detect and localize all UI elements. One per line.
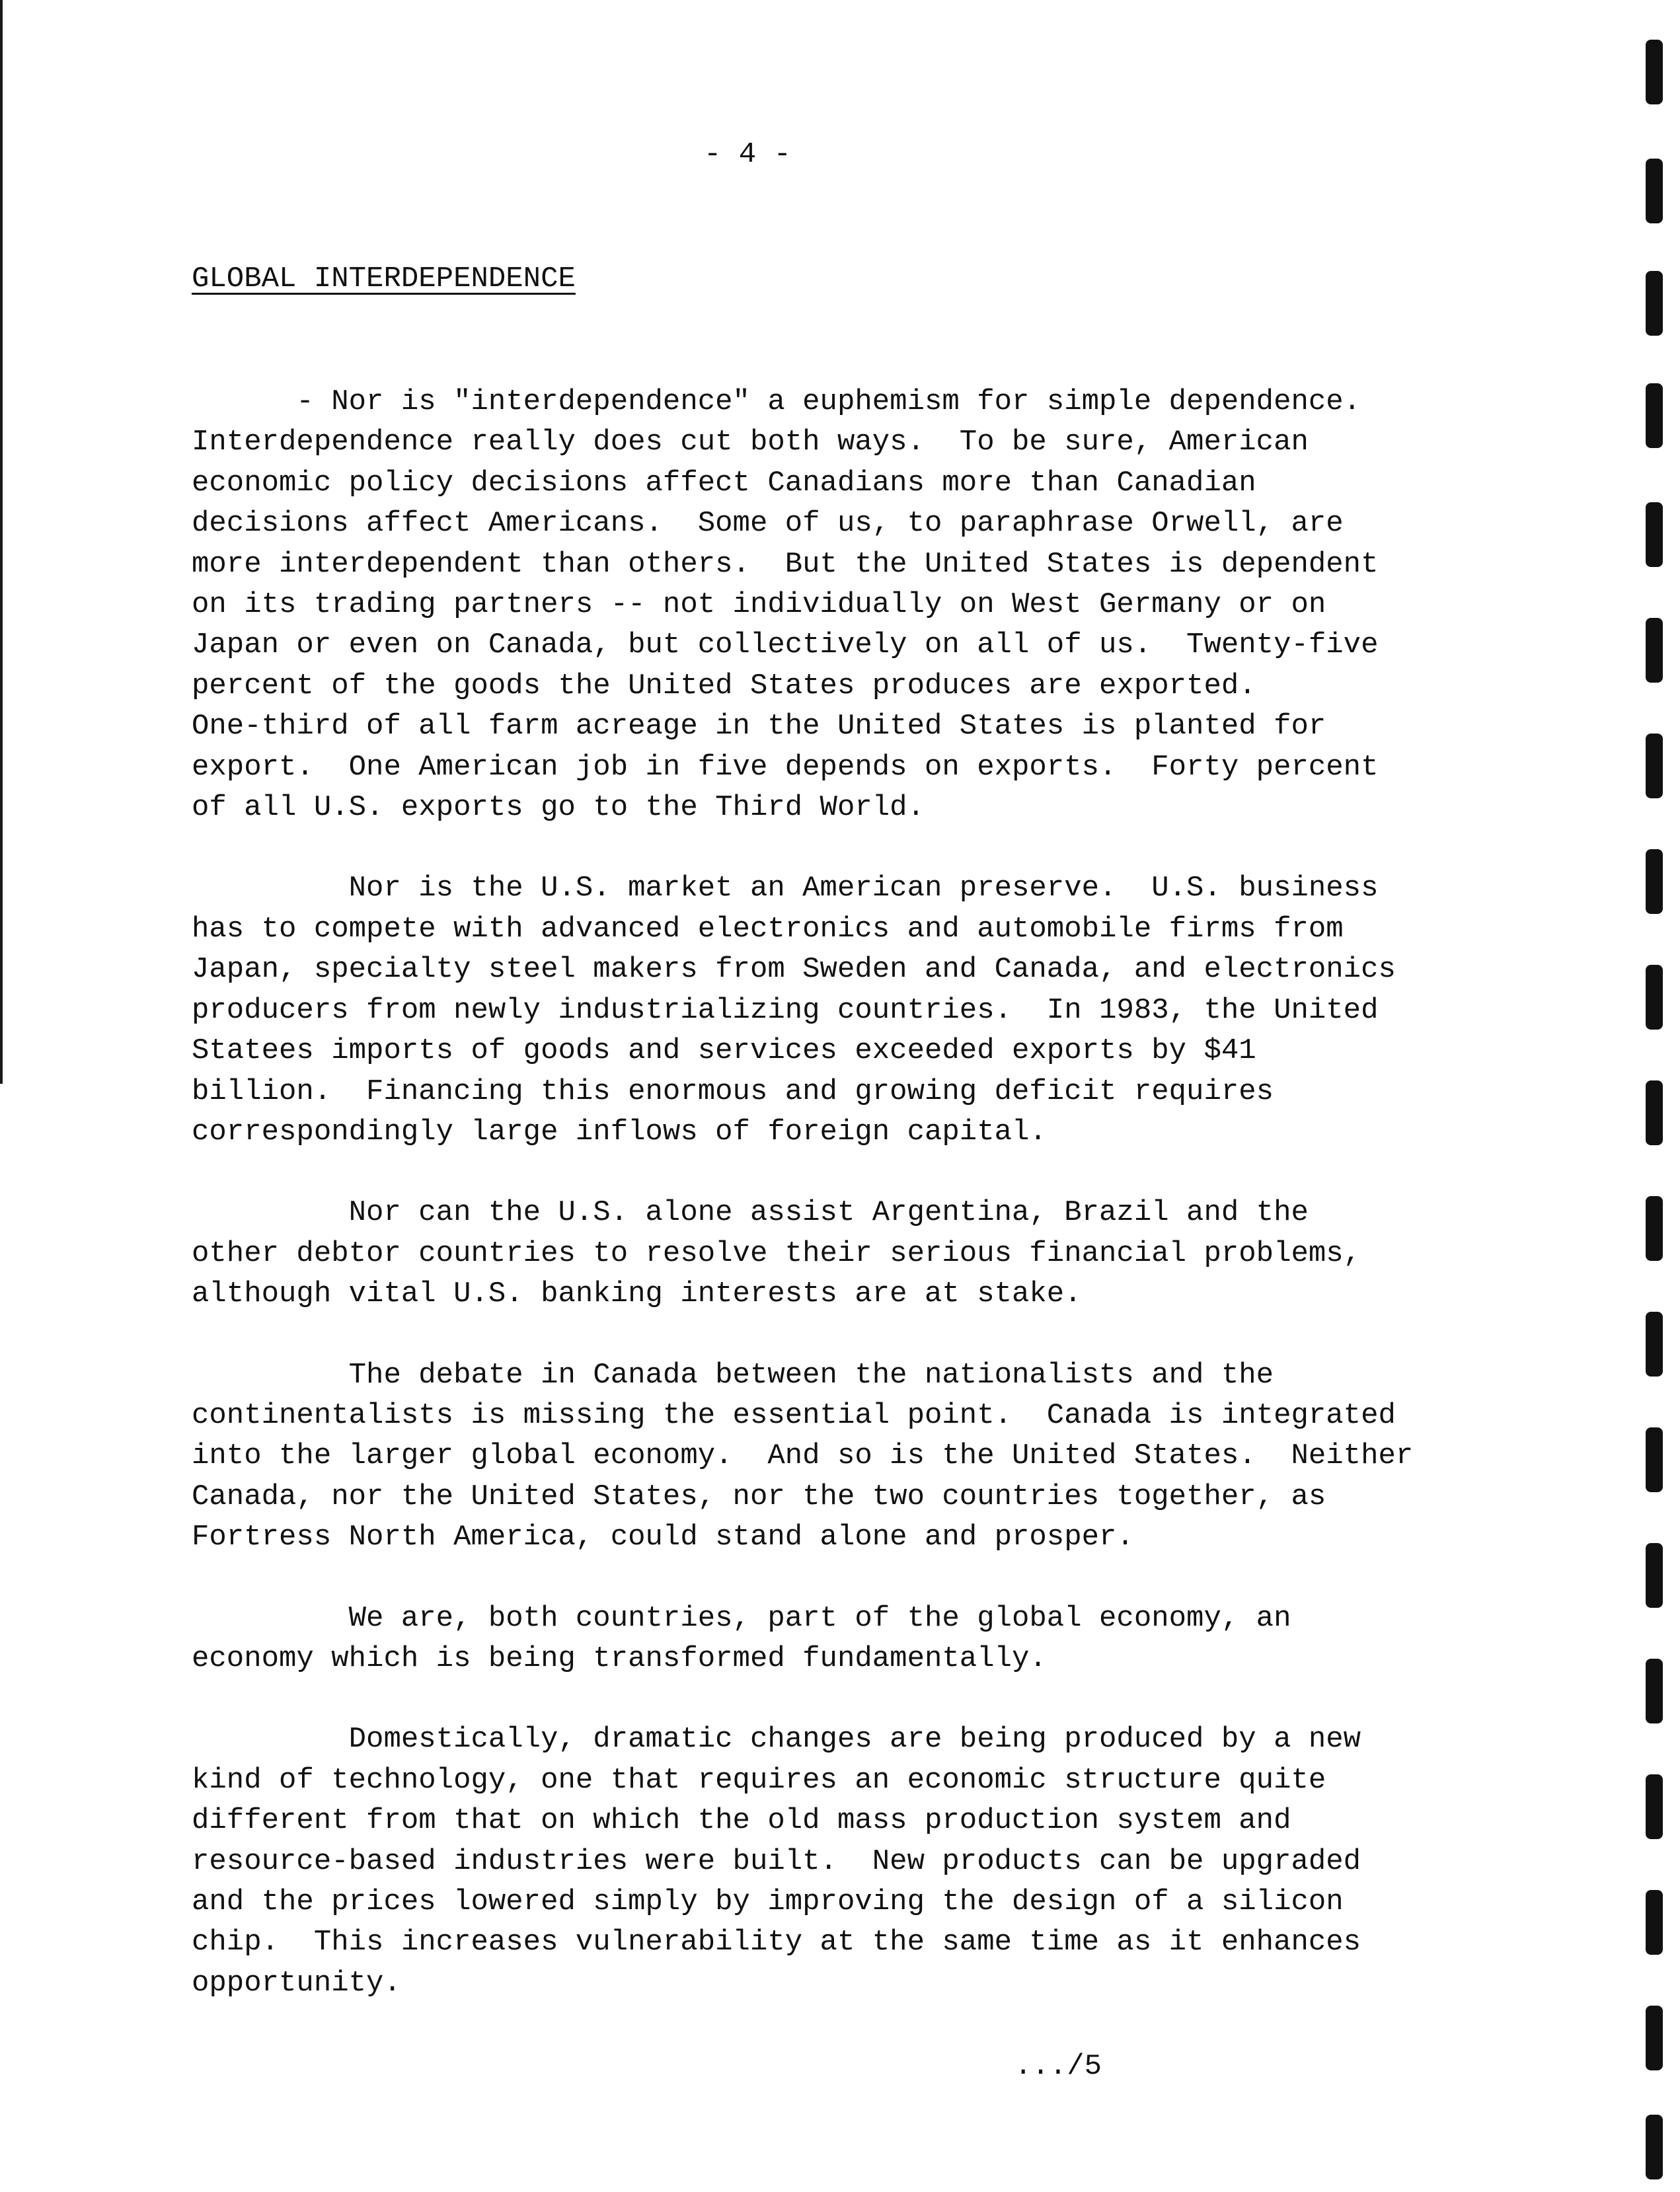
paragraph-2 (192, 868, 1566, 1153)
binding-mark (1646, 383, 1663, 448)
binding-mark (1646, 1196, 1663, 1261)
document-body (192, 382, 1566, 2044)
binding-mark (1646, 159, 1663, 223)
line: and the prices lowered simply by improving the design of a silicon (192, 1885, 1344, 1918)
line: resource-based industries were built. New products can be upgraded (192, 1844, 1361, 1878)
line: Domestically, dramatic changes are being produced by a new (192, 1723, 1361, 1757)
paragraph-5 (192, 1599, 1566, 1680)
line: Statees imports of goods and services exceeded exports by $41 (192, 1034, 1256, 1068)
line: Nor can the U.S. alone assist Argentina, Brazil and the (192, 1196, 1309, 1230)
paragraph-6 (192, 1720, 1566, 2004)
line: Japan, specialty steel makers from Sweden and Canada, and electronics (192, 953, 1396, 987)
binding-marks (1640, 40, 1668, 2181)
line: other debtor countries to resolve their serious financial problems, (192, 1236, 1361, 1270)
line: economy which is being transformed fundamentally. (192, 1642, 1047, 1675)
paragraph-3 (192, 1193, 1566, 1314)
line: One-third of all farm acreage in the United States is planted for (192, 710, 1326, 743)
line: Japan or even on Canada, but collectively on all of us. Twenty-five (192, 628, 1379, 662)
paragraph-4 (192, 1355, 1566, 1558)
line: Nor is the U.S. market an American preserve. U.S. business (192, 872, 1379, 905)
binding-mark (1646, 1427, 1663, 1492)
line: Canada, nor the United States, nor the two countries together, as (192, 1480, 1326, 1513)
paragraph-1 (192, 382, 1566, 828)
line: has to compete with advanced electronics and automobile firms from (192, 912, 1344, 946)
binding-mark (1646, 1543, 1663, 1608)
line: export. One American job in five depends on exports. Forty percent (192, 750, 1379, 784)
line: on its trading partners -- not individually on West Germany or on (192, 588, 1326, 622)
binding-mark (1646, 1890, 1663, 1955)
line: - Nor is "interdependence" a euphemism for simple dependence. (192, 385, 1361, 418)
binding-mark (1646, 734, 1663, 798)
binding-mark (1646, 2115, 1663, 2179)
binding-mark (1646, 1080, 1663, 1145)
line: opportunity. (192, 1966, 401, 2000)
line: of all U.S. exports go to the Third World. (192, 791, 925, 825)
line: more interdependent than others. But the United States is dependent (192, 547, 1379, 581)
line: correspondingly large inflows of foreign capital. (192, 1115, 1047, 1149)
binding-mark (1646, 618, 1663, 683)
binding-mark (1646, 1659, 1663, 1723)
line: producers from newly industrializing countries. In 1983, the United (192, 993, 1379, 1027)
binding-mark (1646, 849, 1663, 914)
section-heading: GLOBAL INTERDEPENDENCE (192, 262, 576, 295)
binding-mark (1646, 1774, 1663, 1839)
binding-mark (1646, 40, 1663, 104)
line: continentalists is missing the essential point. Canada is integrated (192, 1398, 1396, 1432)
line: into the larger global economy. And so is the United States. Neither (192, 1439, 1414, 1473)
binding-mark (1646, 1312, 1663, 1377)
line: Fortress North America, could stand alone and prosper. (192, 1521, 1134, 1554)
line: economic policy decisions affect Canadians more than Canadian (192, 466, 1256, 500)
continuation-marker: .../5 (1014, 2050, 1102, 2083)
line: billion. Financing this enormous and growing deficit requires (192, 1075, 1274, 1108)
line: chip. This increases vulnerability at the same time as it enhances (192, 1926, 1361, 1959)
line: percent of the goods the United States produces are exported. (192, 669, 1256, 702)
binding-mark (1646, 965, 1663, 1030)
line: different from that on which the old mass production system and (192, 1804, 1291, 1838)
page-number: - 4 - (703, 138, 792, 171)
line: kind of technology, one that requires an economic structure quite (192, 1763, 1326, 1797)
line: The debate in Canada between the nationalists and the (192, 1358, 1274, 1392)
binding-mark (1646, 271, 1663, 336)
binding-mark (1646, 502, 1663, 567)
line: We are, both countries, part of the global economy, an (192, 1601, 1291, 1635)
line: although vital U.S. banking interests are at stake. (192, 1277, 1082, 1311)
line: Interdependence really does cut both ways. To be sure, American (192, 426, 1309, 459)
line: decisions affect Americans. Some of us, to paraphrase Orwell, are (192, 507, 1344, 541)
binding-mark (1646, 2006, 1663, 2070)
